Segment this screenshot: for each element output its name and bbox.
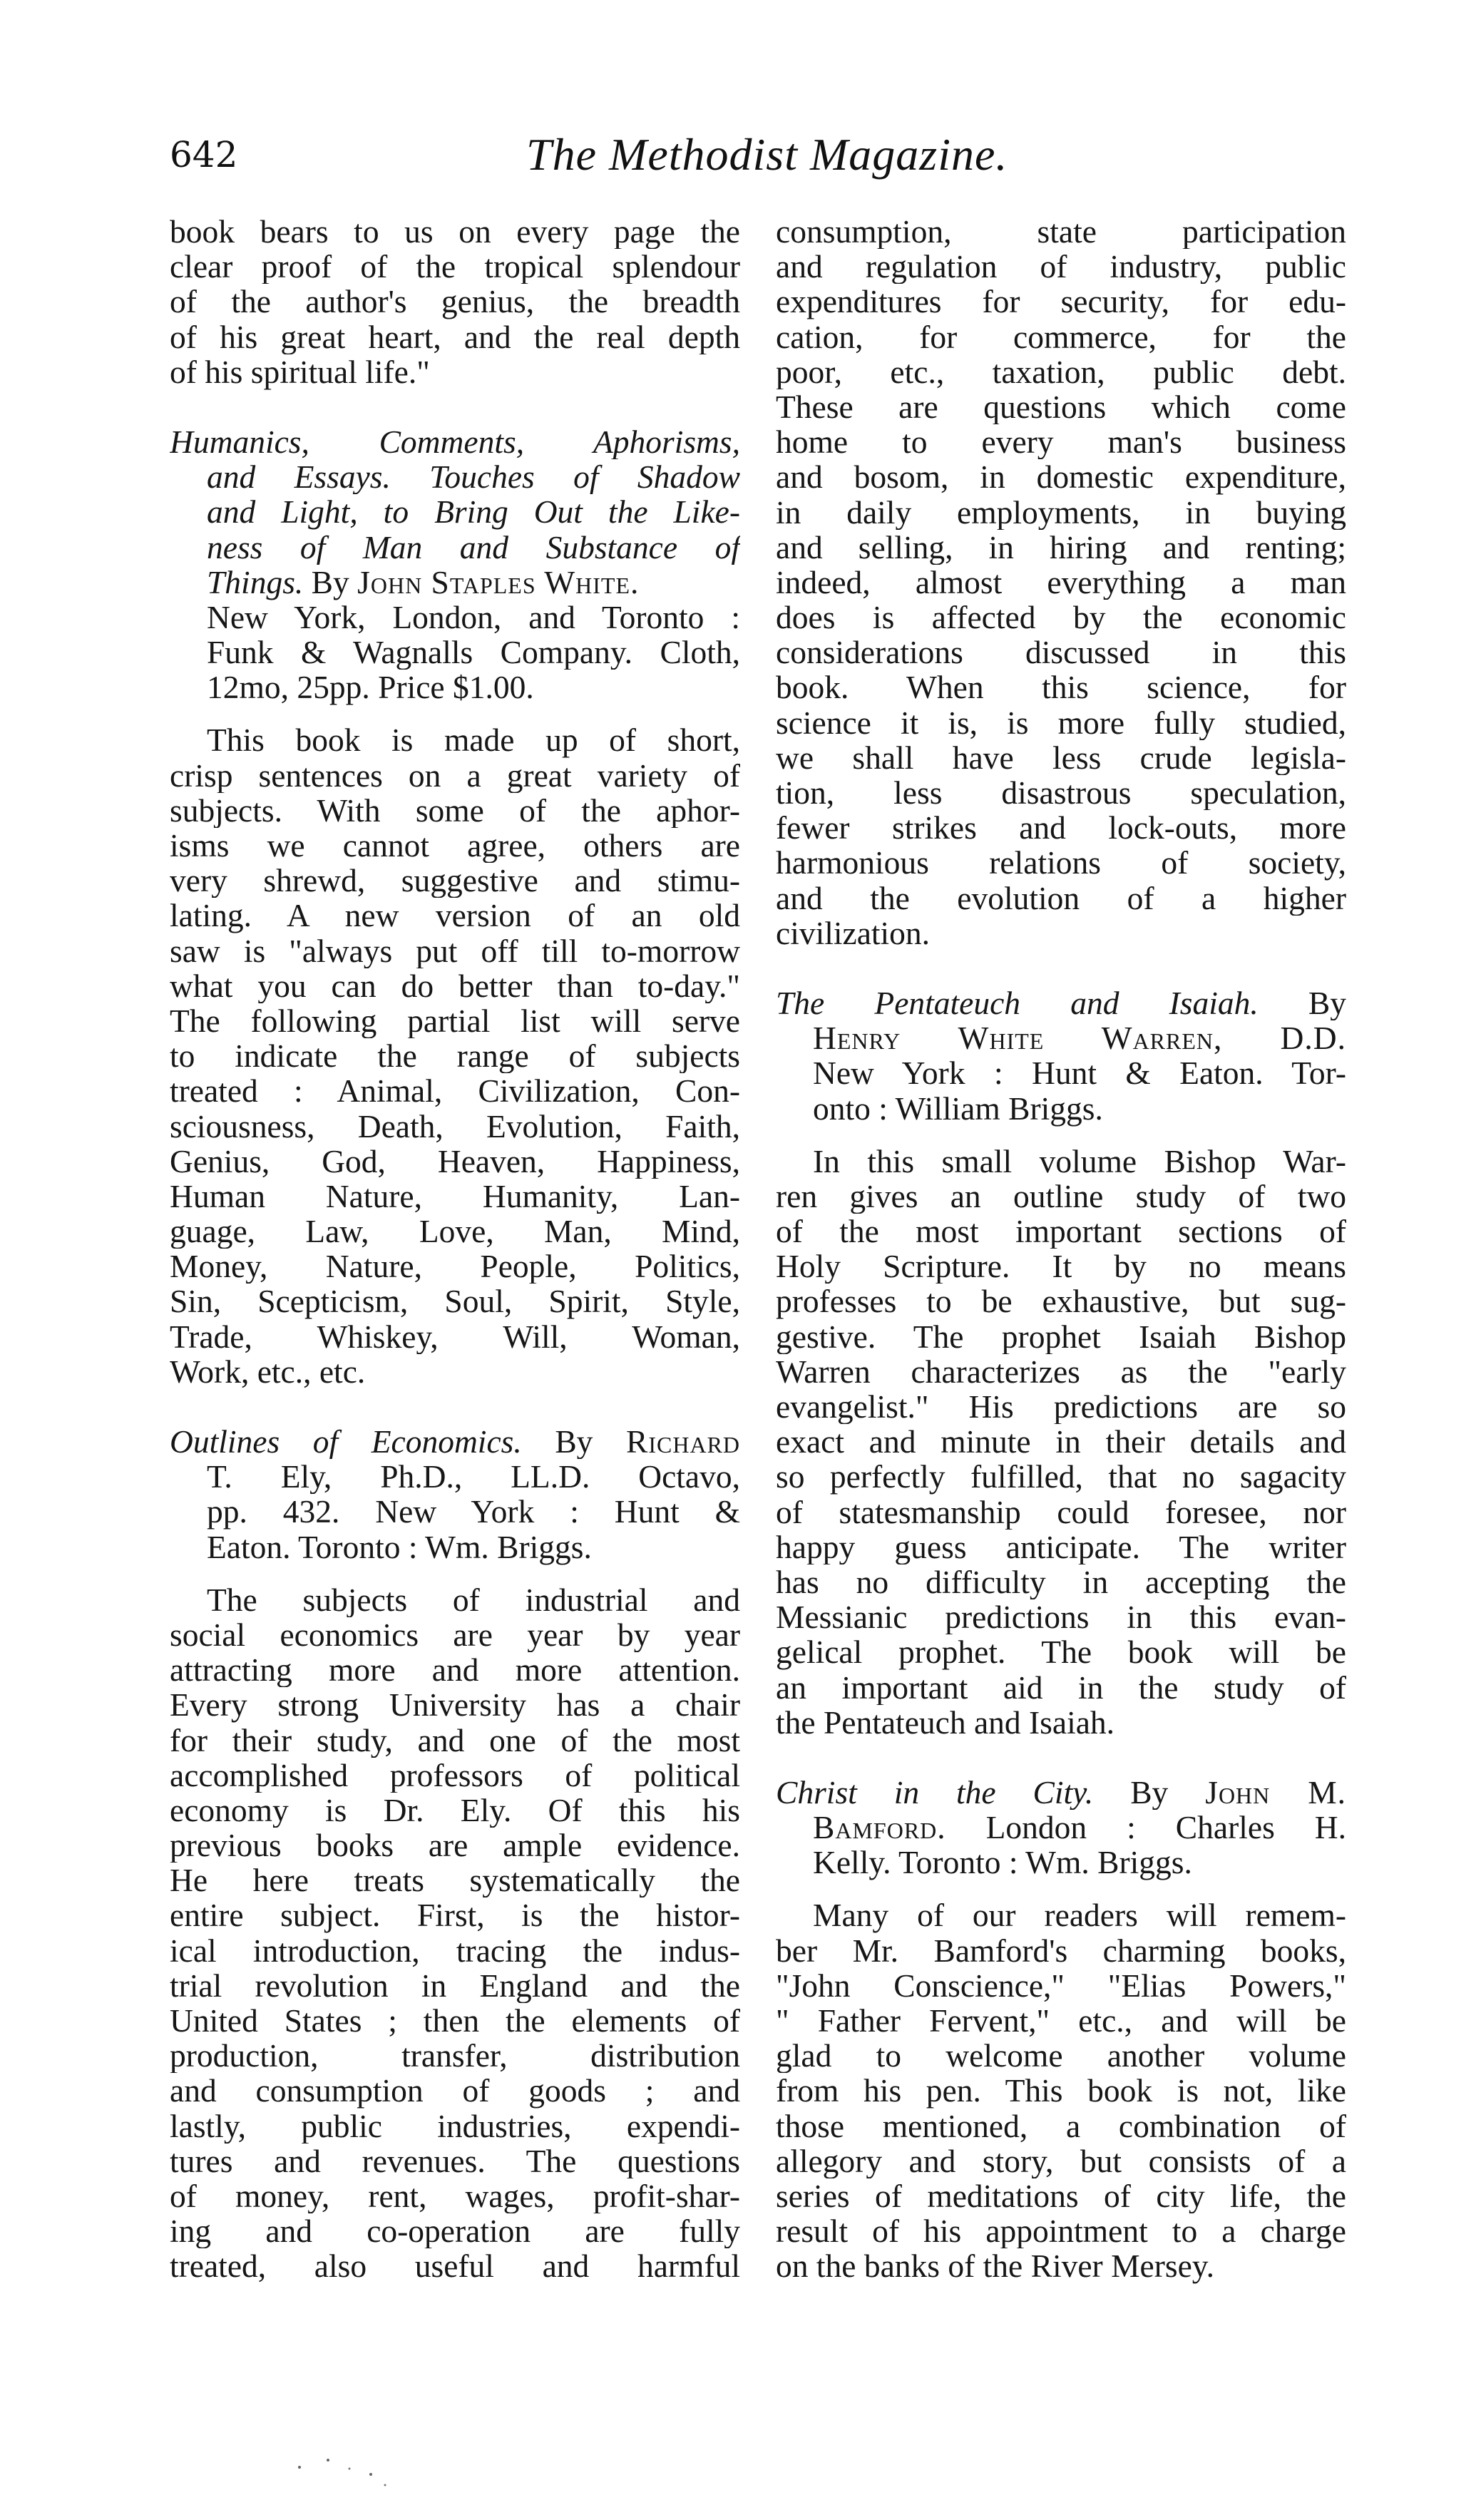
text-line: Human Nature, Humanity, Lan- — [170, 1178, 740, 1214]
text-line: attracting more and more attention. — [170, 1652, 740, 1688]
text-line: treated : Animal, Civilization, Con- — [170, 1073, 740, 1109]
review-heading-christ-in-the-city — [776, 1775, 1346, 1880]
text-line: trial revolution in England and the — [170, 1967, 740, 2003]
byline — [170, 1424, 740, 1459]
byline — [776, 985, 1346, 1020]
book-title-line: Things. — [207, 563, 304, 600]
text-line: of his great heart, and the real depth — [170, 319, 740, 354]
text-line: ing and co-operation are fully — [170, 2213, 740, 2249]
text-line: of the most important sections of — [776, 1214, 1346, 1249]
review-heading-economics — [170, 1424, 740, 1564]
text-line: sciousness, Death, Evolution, Faith, — [170, 1108, 740, 1144]
text-line: economy is Dr. Ely. Of this his — [170, 1792, 740, 1828]
text-line: those mentioned, a combination of — [776, 2108, 1346, 2143]
text-line: Many of our readers will remem- — [813, 1897, 1346, 1933]
publisher-line: 12mo, 25pp. Price $1.00. — [207, 669, 534, 706]
text-line: These are questions which come — [776, 389, 1346, 425]
text-line: fewer strikes and lock-outs, more — [776, 810, 1346, 846]
text-line: entire subject. First, is the histor- — [170, 1897, 740, 1933]
text-line: tion, less disastrous speculation, — [776, 775, 1346, 811]
text-line: evangelist." His predictions are so — [776, 1389, 1346, 1425]
economics-review-continuation — [776, 214, 1346, 951]
right-column — [776, 214, 1346, 2284]
text-line: and the evolution of a higher — [776, 880, 1346, 916]
text-line: from his pen. This book is not, like — [776, 2073, 1346, 2109]
author-name: Bamford. — [813, 1810, 946, 1845]
page-number: 642 — [170, 134, 238, 175]
text-line: has no difficulty in accepting the — [776, 1564, 1346, 1600]
text-line: an important aid in the study of — [776, 1669, 1346, 1705]
text-line: gelical prophet. The book will be — [776, 1634, 1346, 1670]
text-line: exact and minute in their details and — [776, 1424, 1346, 1460]
text-line: lating. A new version of an old — [170, 898, 740, 933]
text-line: poor, etc., taxation, public debt. — [776, 354, 1346, 389]
text-line: for their study, and one of the most — [170, 1722, 740, 1758]
text-line: guage, Law, Love, Man, Mind, — [170, 1214, 740, 1249]
text-line: does is affected by the economic — [776, 600, 1346, 635]
publisher-line: Funk & Wagnalls Company. Cloth, — [207, 635, 740, 670]
book-title-line: and Essays. Touches of Shadow — [207, 459, 740, 495]
text-line: so perfectly fulfilled, that no sagacity — [776, 1459, 1346, 1495]
book-title-line: ness of Man and Substance of — [207, 529, 740, 565]
byline-prefix: By — [311, 563, 349, 600]
text-line: result of his appointment to a charge — [776, 2213, 1346, 2249]
publisher-line: pp. 432. New York : Hunt & — [207, 1494, 740, 1530]
text-line: ber Mr. Bamford's charming books, — [776, 1932, 1346, 1968]
book-title: Christ in the City. — [776, 1774, 1094, 1810]
text-line: subjects. With some of the aphor- — [170, 792, 740, 828]
text-line: civilization. — [776, 914, 931, 951]
text-line: " Father Fervent," etc., and will be — [776, 2003, 1346, 2039]
text-line: crisp sentences on a great variety of — [170, 757, 740, 793]
text-line: the Pentateuch and Isaiah. — [776, 1704, 1115, 1741]
scan-specks — [285, 2453, 428, 2496]
review-body-economics — [170, 1582, 740, 2284]
text-line: saw is "always put off till to-morrow — [170, 933, 740, 968]
left-column — [170, 214, 740, 2284]
text-line: we shall have less crude legisla- — [776, 739, 1346, 775]
text-line: Money, Nature, People, Politics, — [170, 1249, 740, 1284]
text-line: "John Conscience," "Elias Powers," — [776, 1967, 1346, 2003]
text-line: Messianic predictions in this evan- — [776, 1599, 1346, 1635]
text-line: cation, for commerce, for the — [776, 319, 1346, 354]
publisher-line: onto : William Briggs. — [813, 1090, 1103, 1127]
publisher-line: Eaton. Toronto : Wm. Briggs. — [207, 1528, 592, 1565]
text-line: Sin, Scepticism, Soul, Spirit, Style, — [170, 1284, 740, 1319]
book-title: The Pentateuch and Isaiah. — [776, 985, 1259, 1021]
review-body-humanics — [170, 722, 740, 1389]
text-line: and consumption of goods ; and — [170, 2073, 740, 2109]
magazine-title: The Methodist Magazine. — [526, 129, 1008, 180]
text-line: of statesmanship could foresee, nor — [776, 1494, 1346, 1530]
author-name: John Staples White. — [357, 563, 640, 600]
text-line: of his spiritual life." — [170, 353, 430, 390]
text-line: of the author's genius, the breadth — [170, 284, 740, 319]
text-line: considerations discussed in this — [776, 635, 1346, 670]
byline-prefix: By — [1130, 1774, 1169, 1810]
text-line: This book is made up of short, — [207, 722, 740, 758]
text-line: what you can do better than to-day." — [170, 968, 740, 1003]
author-name: John M. — [1205, 1774, 1346, 1810]
text-line: glad to welcome another volume — [776, 2038, 1346, 2074]
text-line: allegory and story, but consists of a — [776, 2143, 1346, 2178]
text-line: book bears to us on every page the — [170, 214, 740, 250]
quote-ending — [170, 214, 740, 389]
text-line: book. When this science, for — [776, 670, 1346, 705]
author-name: Richard — [626, 1424, 740, 1460]
text-line: In this small volume Bishop War- — [813, 1143, 1346, 1179]
text-line: social economics are year by year — [170, 1617, 740, 1653]
review-heading-pentateuch — [776, 985, 1346, 1126]
book-title-line: Humanics, Comments, Aphorisms, — [170, 424, 740, 460]
text-line: indeed, almost everything a man — [776, 564, 1346, 600]
review-body-christ-in-the-city — [776, 1897, 1346, 2283]
publisher-text: London : Charles H. — [985, 1810, 1346, 1845]
text-line: professes to be exhaustive, but sug- — [776, 1284, 1346, 1319]
publisher-line: New York, London, and Toronto : — [207, 599, 740, 635]
author-name: Henry White Warren, D.D. — [813, 1020, 1346, 1056]
text-line: ical introduction, tracing the indus- — [170, 1932, 740, 1968]
text-line: on the banks of the River Mersey. — [776, 2248, 1214, 2285]
text-line: United States ; then the elements of — [170, 2003, 740, 2039]
text-line: Holy Scripture. It by no means — [776, 1249, 1346, 1284]
text-line: harmonious relations of society, — [776, 845, 1346, 881]
review-body-pentateuch — [776, 1144, 1346, 1740]
text-line: home to every man's business — [776, 424, 1346, 460]
text-line: lastly, public industries, expendi- — [170, 2108, 740, 2143]
byline-prefix: By — [1308, 985, 1346, 1021]
text-line: accomplished professors of political — [170, 1757, 740, 1793]
text-line: isms we cannot agree, others are — [170, 828, 740, 864]
text-line: Every strong University has a chair — [170, 1687, 740, 1723]
text-line: series of meditations of city life, the — [776, 2178, 1346, 2214]
text-line: science it is, is more fully studied, — [776, 705, 1346, 740]
text-line: The following partial list will serve — [170, 1003, 740, 1039]
text-line: and bosom, in domestic expenditure, — [776, 459, 1346, 495]
text-line: expenditures for security, for edu- — [776, 284, 1346, 319]
publisher-line: New York : Hunt & Eaton. Tor- — [813, 1055, 1346, 1091]
text-line: Genius, God, Heaven, Happiness, — [170, 1143, 740, 1179]
text-line: He here treats systematically the — [170, 1863, 740, 1898]
text-line: to indicate the range of subjects — [170, 1038, 740, 1074]
text-line: ren gives an outline study of two — [776, 1178, 1346, 1214]
author-line — [776, 1810, 1346, 1845]
byline-prefix: By — [555, 1424, 593, 1460]
review-heading-humanics — [170, 424, 740, 705]
publisher-line: Kelly. Toronto : Wm. Briggs. — [813, 1844, 1192, 1881]
text-line: The subjects of industrial and — [207, 1582, 740, 1617]
author-line: T. Ely, Ph.D., LL.D. Octavo, — [207, 1459, 740, 1495]
text-line: happy guess anticipate. The writer — [776, 1529, 1346, 1564]
text-line: Work, etc., etc. — [170, 1353, 366, 1390]
text-line: in daily employments, in buying — [776, 494, 1346, 530]
text-line: previous books are ample evidence. — [170, 1828, 740, 1863]
book-title-line: and Light, to Bring Out the Like- — [207, 494, 740, 530]
text-line: and selling, in hiring and renting; — [776, 529, 1346, 565]
text-line: Warren characterizes as the "early — [776, 1353, 1346, 1389]
book-title: Outlines of Economics. — [170, 1424, 522, 1460]
text-line: consumption, state participation — [776, 214, 1346, 250]
text-line: production, transfer, distribution — [170, 2038, 740, 2074]
text-line: clear proof of the tropical splendour — [170, 249, 740, 285]
text-line: of money, rent, wages, profit-shar- — [170, 2178, 740, 2214]
text-line: and regulation of industry, public — [776, 249, 1346, 285]
text-line: treated, also useful and harmful — [170, 2248, 740, 2284]
byline — [776, 1775, 1346, 1810]
text-line: tures and revenues. The questions — [170, 2143, 740, 2178]
byline — [170, 565, 740, 600]
text-line: gestive. The prophet Isaiah Bishop — [776, 1318, 1346, 1354]
text-line: Trade, Whiskey, Will, Woman, — [170, 1318, 740, 1354]
running-header — [170, 128, 1339, 193]
text-line: very shrewd, suggestive and stimu- — [170, 863, 740, 898]
